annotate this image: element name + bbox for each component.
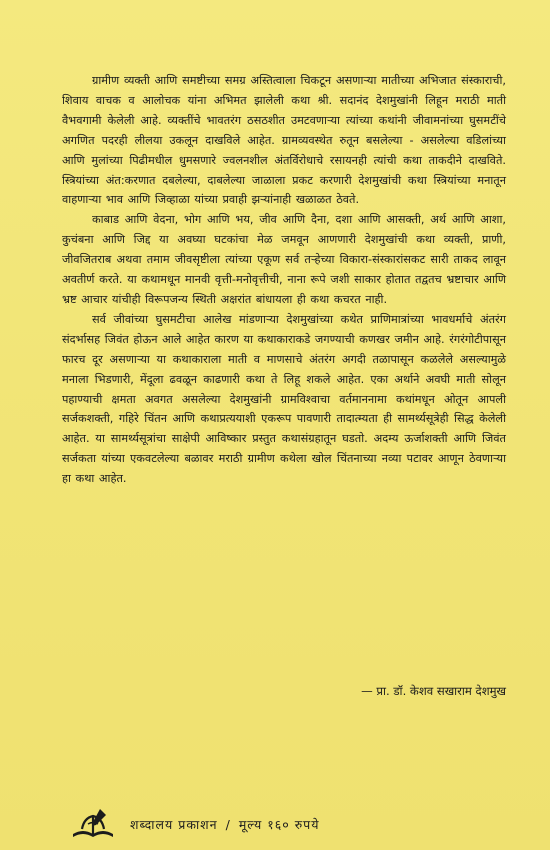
footer-separator: / xyxy=(225,817,231,832)
publisher-footer xyxy=(70,806,540,846)
blurb-paragraph-3: सर्व जीवांच्या घुसमटीचा आलेख मांडणाऱ्या देशमुखांच्या कथेत प्राणिमात्रांच्या भावधर्माचे अंतरंग संदर्भासह जिवंत होऊन आले आहेत कारण या कथाकाराकडे जगण्याची कणखर जमीन आहे. रंगरंगोटीपासून फारच दूर असणाऱ्या या कथाकाराला माती व माणसाचे अंतरंग अगदी तळापासून कळलेले असल्यामुळे मनाला भिडणारी, मेंदूला ढवळून काढणारी कथा ते लिहू शकले आहेत. एका अर्थाने अवघी माती सोलून पहाण्याची क्षमता अवगत असलेल्या देशमुखांनी ग्रामविश्वाचा वर्तमाननामा कथांमधून ओतून आपली सर्जकशक्ती, गहिरे चिंतन आणि कथाप्रत्ययाशी एकरूप पावणारी तादात्म्यता ही सामर्थ्यसूत्रेही सिद्ध केलेली आहेत. या सामर्थ्यसूत्रांचा साक्षेपी आविष्कार प्रस्तुत कथासंग्रहातून घडतो. अदम्य ऊर्जाशक्ती आणि जिवंत सर्जकता यांच्या एकवटलेल्या बळावर मराठी ग्रामीण कथेला खोल चिंतनाच्या नव्या पटावर आणून ठेवणाऱ्या हा कथा आहेत. xyxy=(62,312,506,486)
open-book-pen-logo-icon xyxy=(70,806,116,842)
blurb-paragraph-2: काबाड आणि वेदना, भोग आणि भय, जीव आणि दैना, दशा आणि आसक्ती, अर्थ आणि आशा, कुचंबना आणि जिद्द या अवघ्या घटकांचा मेळ जमवून आणणारी देशमुखांची कथा व्यक्ती, प्राणी, जीवजितराब अथवा तमाम जीवसृष्टीला त्यांच्या एकूण सर्व तऱ्हेच्या विकारा-संस्कारांसकट सारी ताकद लावून अवतीर्ण करते. या कथामधून मानवी वृत्ती-मनोवृत्तीची, नाना रूपे जशी साकार होतात तद्वतच भ्रष्टाचार आणि भ्रष्ट आचार यांचीही विरूपजन्य स्थिती अक्षरांत बांधायला ही कथा कचरत नाही. xyxy=(62,213,506,306)
publisher-name: शब्दालय प्रकाशन xyxy=(130,817,218,832)
blurb-paragraph-1: ग्रामीण व्यक्ती आणि समष्टीच्या समग्र अस्तित्वाला चिकटून असणाऱ्या मातीच्या अभिजात संस्काराची, शिवाय वाचक व आलोचक यांना अभिमत झालेली कथा श्री. सदानंद देशमुखांनी लिहून मराठी माती वैभवगामी केलेली आहे. व्यक्तींचे भावतरंग ठसठशीत उमटवणाऱ्या त्यांच्या कथांनी जीवामनांच्या घुसमटींचे अगणित पदरही लीलया उकलून दाखविले आहेत. ग्रामव्यवस्थेत रुतून बसलेल्या - असलेल्या वडिलांच्या आणि मुलांच्या पिढीमधील धुमसणारे ज्वलनशील अंतर्विरोधाचे रसायनही त्यांची कथा ताकदीने दाखविते. स्त्रियांच्या अंत:करणात दबलेल्या, दाबलेल्या जाळाला प्रकट करणारी देशमुखांची कथा स्त्रियांच्या मनातून वाहणाऱ्या भाव आणि जिव्हाळा यांच्या प्रवाही झऱ्यांनाही खळाळत ठेवते. xyxy=(62,74,506,207)
reviewer-signature: — प्रा. डॉ. केशव सखाराम देशमुख xyxy=(361,684,506,698)
publisher-price-line xyxy=(130,816,320,833)
book-price: मूल्य १६० रुपये xyxy=(238,817,320,832)
blurb-text xyxy=(62,71,506,489)
